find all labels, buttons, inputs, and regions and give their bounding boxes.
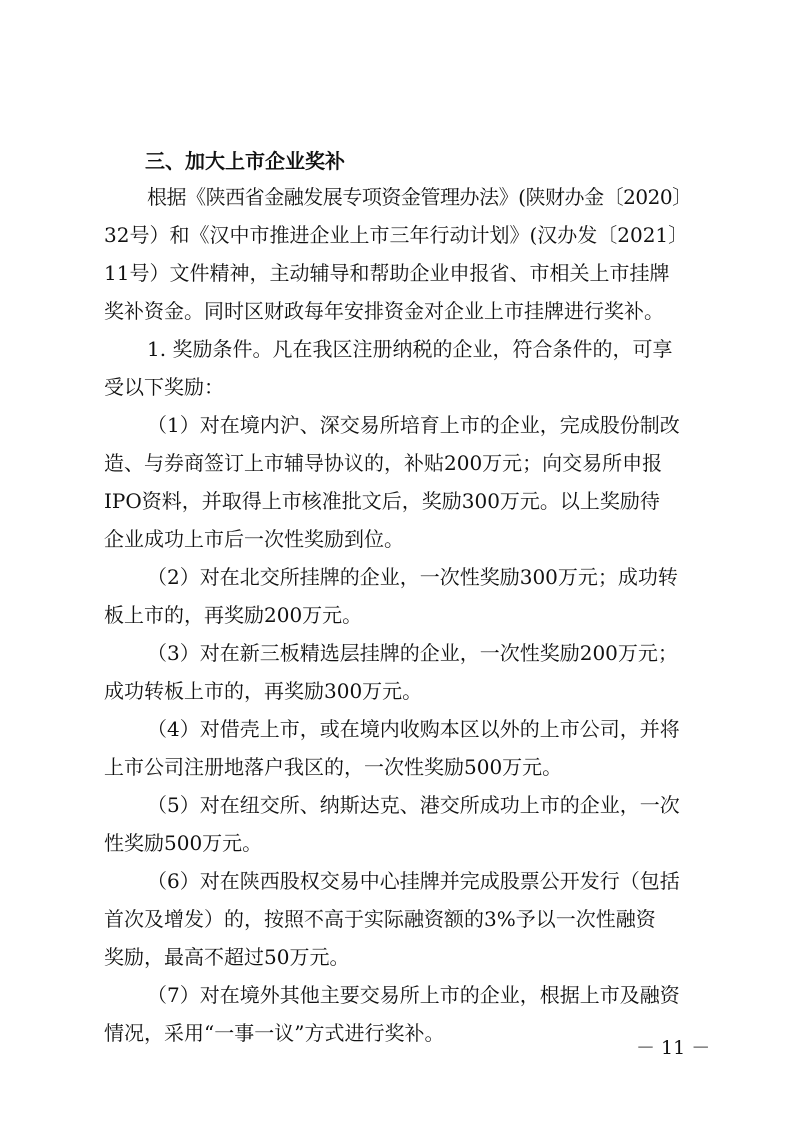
text-line: 受以下奖励： (104, 375, 224, 399)
text-line: 11号）文件精神，主动辅导和帮助企业申报省、市相关上市挂牌 (104, 261, 670, 285)
section-heading: 三、加大上市企业奖补 (145, 149, 345, 173)
text-line: （1）对在境内沪、深交易所培育上市的企业，完成股份制改 (147, 413, 680, 437)
text-line: 造、与券商签订上市辅导协议的，补贴200万元；向交易所申报 (104, 451, 663, 475)
text-line: 企业成功上市后一次性奖励到位。 (104, 527, 404, 551)
text-line: 1. 奖励条件。凡在我区注册纳税的企业，符合条件的，可享 (147, 337, 673, 361)
text-line: （2）对在北交所挂牌的企业，一次性奖励300万元；成功转 (147, 565, 678, 589)
text-line: 首次及增发）的，按照不高于实际融资额的3%予以一次性融资 (104, 907, 656, 931)
text-line: 奖励，最高不超过50万元。 (104, 945, 350, 969)
text-line: 上市公司注册地落户我区的，一次性奖励500万元。 (104, 755, 563, 779)
page-number: － 11 － (636, 1037, 711, 1059)
text-line: （6）对在陕西股权交易中心挂牌并完成股票公开发行（包括 (147, 869, 680, 893)
text-line: 32号）和《汉中市推进企业上市三年行动计划》(汉办发〔2021〕 (104, 223, 689, 247)
text-line: 情况，采用“一事一议”方式进行奖补。 (104, 1021, 445, 1045)
text-line: 板上市的，再奖励200万元。 (104, 603, 363, 627)
text-line: 根据《陕西省金融发展专项资金管理办法》(陕财办金〔2020〕 (147, 185, 692, 209)
text-line: （7）对在境外其他主要交易所上市的企业，根据上市及融资 (147, 983, 680, 1007)
text-line: （5）对在纽交所、纳斯达克、港交所成功上市的企业，一次 (147, 793, 680, 817)
text-line: （4）对借壳上市，或在境内收购本区以外的上市公司，并将 (147, 717, 680, 741)
text-line: 性奖励500万元。 (104, 831, 263, 855)
text-line: 奖补资金。同时区财政每年安排资金对企业上市挂牌进行奖补。 (104, 299, 664, 323)
text-line: IPO资料，并取得上市核准批文后，奖励300万元。以上奖励待 (104, 489, 660, 513)
text-line: （3）对在新三板精选层挂牌的企业，一次性奖励200万元； (147, 641, 678, 665)
text-line: 成功转板上市的，再奖励300万元。 (104, 679, 423, 703)
